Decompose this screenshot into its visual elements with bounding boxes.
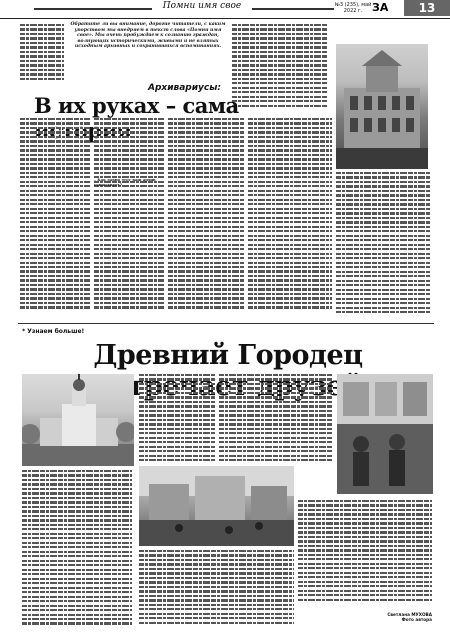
article2-col2	[139, 374, 215, 464]
article1-subtitle: Архивариусы:	[148, 83, 221, 93]
article1-title: В их руках – сама	[34, 93, 239, 118]
article1-col3	[168, 118, 244, 318]
section-title: Помни имя свое	[162, 1, 242, 11]
header-rule-right	[252, 8, 334, 10]
church-photo	[22, 374, 134, 466]
article1-intro: Обратите ли вы внимание, дорогие читатели, с каким упорством мы внедряем в текст слова «Помни имя свое». Мы очень пробуждаем к сознанию граждан, волнующих историческими, живыми и не взятых исходным архивных и сохранившихся вспоминаниях.	[70, 22, 226, 50]
article2-title: Древний Городец	[93, 340, 363, 371]
article-divider	[18, 323, 434, 324]
article1-col1	[20, 118, 90, 318]
article2-col3	[219, 374, 333, 464]
article2-col1	[22, 470, 132, 630]
article2-col4	[298, 500, 432, 606]
header-rule-left	[34, 8, 152, 10]
article1-col5	[336, 172, 430, 318]
article1-col2	[94, 118, 164, 318]
museum-exhibit-photo	[337, 374, 433, 494]
article2-col5	[139, 550, 294, 630]
archive-building-photo	[336, 44, 428, 169]
article2-signature: Светлана МУХОВА Фото автора	[387, 612, 432, 622]
article1-question: – Как давно этот ваш архив существует?	[94, 177, 156, 187]
issue-info: №3 (235), май 2022 г.	[334, 2, 372, 14]
article1-col-top-left	[20, 24, 64, 86]
newspaper-logo: ЗА	[372, 1, 389, 14]
article2-rubric: * Узнаем больше!	[22, 328, 85, 335]
article1-col4	[248, 118, 332, 318]
page-number: 13	[404, 0, 450, 16]
town-street-photo	[139, 466, 294, 546]
page-header	[0, 0, 450, 19]
